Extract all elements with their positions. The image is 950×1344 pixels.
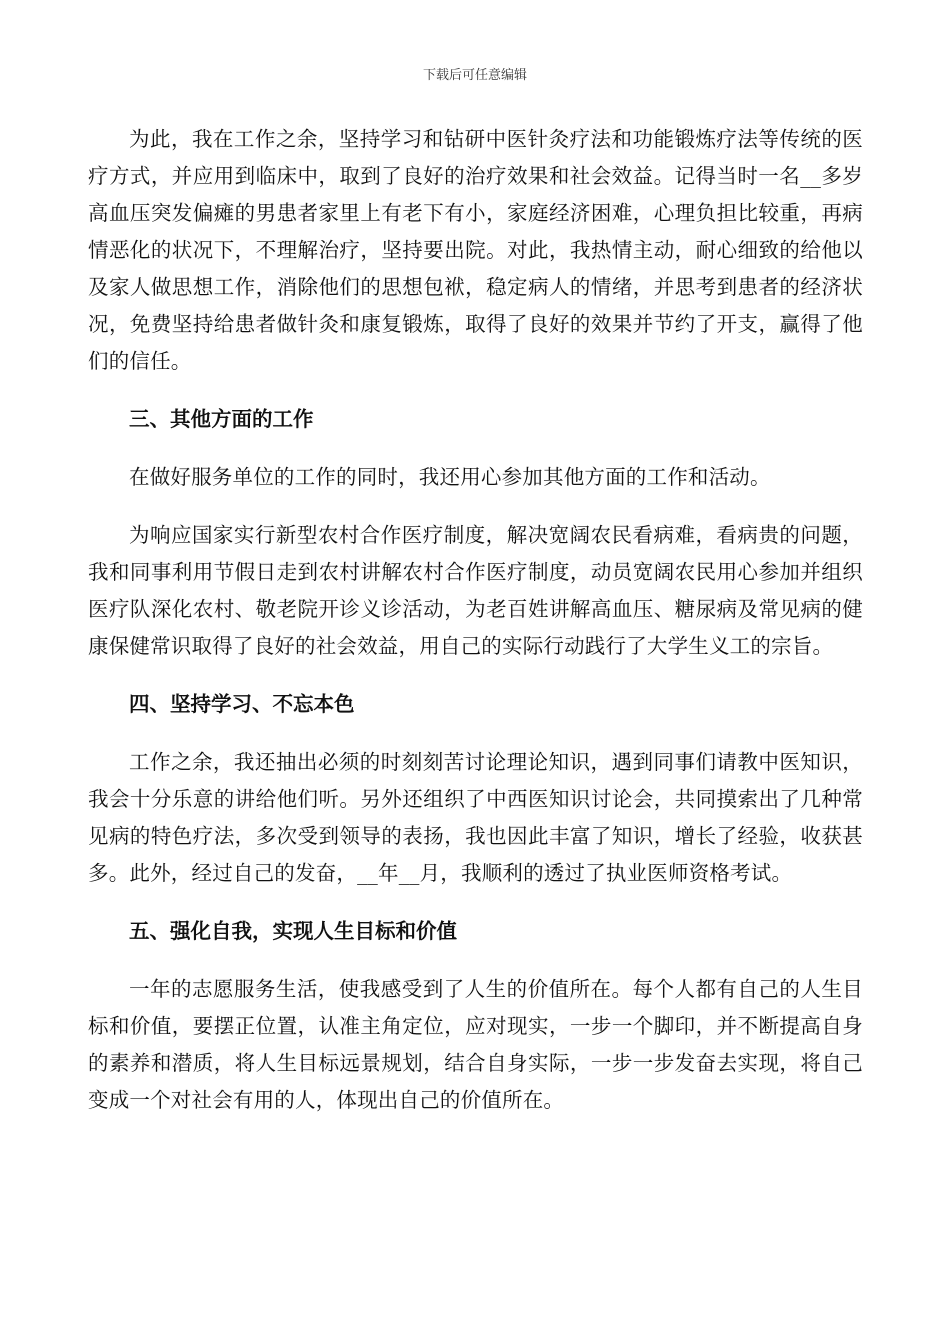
spacer xyxy=(88,380,863,401)
paragraph-other-activities: 在做好服务单位的工作的同时，我还用心参加其他方面的工作和活动。 xyxy=(129,465,771,489)
heading-other-work: 三、其他方面的工作 xyxy=(129,407,314,431)
page-header: 下载后可任意编辑 xyxy=(422,68,527,83)
spacer xyxy=(88,723,863,744)
spacer xyxy=(88,665,863,686)
paragraph-rural-medical: 为响应国家实行新型农村合作医疗制度，解决宽阔农民看病难，看病贵的问题，我和同事利用节假日走到农村讲解农村合作医疗制度，动员宽阔农民用心参加并组织医疗队深化农村、敬老院开诊义诊活动，为老百姓讲解高血压、糖尿病及常见病的健康保健常识取得了良好的社会效益，用自己的实际行动践行了大学生义工的宗旨。 xyxy=(88,523,863,658)
heading-keep-learning: 四、坚持学习、不忘本色 xyxy=(129,692,355,716)
paragraph-study: 工作之余，我还抽出必须的时刻刻苦讨论理论知识，遇到同事们请教中医知识，我会十分乐意的讲给他们听。另外还组织了中西医知识讨论会，共同摸索出了几种常见病的特色疗法，多次受到领导的表扬，我也因此丰富了知识，增长了经验，收获甚多。此外，经过自己的发奋，__年__月，我顺利的透过了执业医师资格考试。 xyxy=(88,750,863,885)
spacer xyxy=(88,438,863,459)
spacer xyxy=(88,892,863,913)
spacer xyxy=(88,496,863,517)
spacer xyxy=(88,950,863,971)
heading-self-improvement: 五、强化自我，实现人生目标和价值 xyxy=(129,919,457,943)
paragraph-life-value: 一年的志愿服务生活，使我感受到了人生的价值所在。每个人都有自己的人生目标和价值，要摆正位置，认准主角定位，应对现实，一步一个脚印，并不断提高自身的素养和潜质，将人生目标远景规划，结合自身实际，一步一步发奋去实现，将自己变成一个对社会有用的人，体现出自己的价值所在。 xyxy=(88,977,863,1112)
document-body xyxy=(88,121,863,1119)
paragraph-treatment: 为此，我在工作之余，坚持学习和钻研中医针灸疗法和功能锻炼疗法等传统的医疗方式，并应用到临床中，取到了良好的治疗效果和社会效益。记得当时一名__多岁高血压突发偏瘫的男患者家里上有老下有小，家庭经济困难，心理负担比较重，再病情恶化的状况下，不理解治疗，坚持要出院。对此，我热情主动，耐心细致的给他以及家人做思想工作，消除他们的思想包袱，稳定病人的情绪，并思考到患者的经济状况，免费坚持给患者做针灸和康复锻炼，取得了良好的效果并节约了开支，赢得了他们的信任。 xyxy=(88,127,863,373)
